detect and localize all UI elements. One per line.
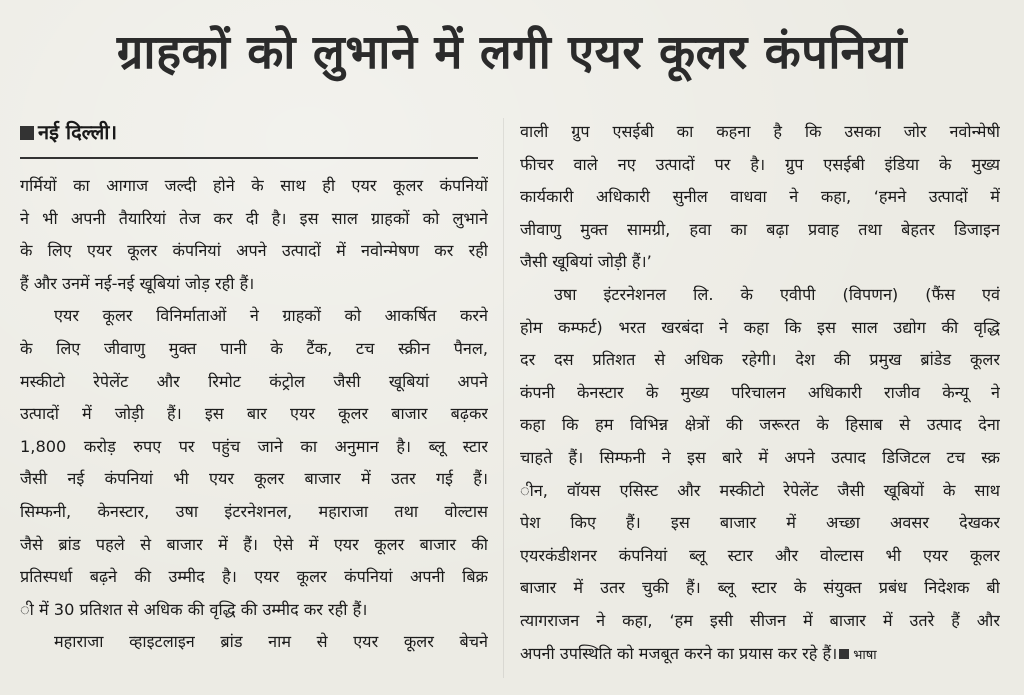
article-line	[520, 540, 1000, 573]
article-line	[520, 377, 1000, 410]
article-line	[20, 594, 488, 627]
article-line-text: हैं और उनमें नई-नई खूबियां जोड़ रही हैं।	[20, 273, 255, 293]
article-line	[20, 366, 488, 399]
article-line	[20, 496, 488, 529]
article-line-text: के लिए एयर कूलर कंपनियां अपने उत्पादों में नवोन्मेषण कर रही	[20, 241, 488, 261]
article-line-text: प्रतिस्पर्धा बढ़ने की उम्मीद है। एयर कूलर कंपनियां अपनी बिक्र	[20, 567, 488, 587]
article-line	[520, 442, 1000, 475]
article-line-text: बाजार में उतर चुकी हैं। ब्लू स्टार के संयुक्त प्रबंध निदेशक बी	[520, 578, 1000, 598]
article-line-text: दर दस प्रतिशत से अधिक रहेगी। देश की प्रमुख ब्रांडेड कूलर	[520, 350, 1000, 370]
article-line-text: उत्पादों में जोड़ी हैं। इस बार एयर कूलर बाजार बढ़कर	[20, 404, 488, 424]
article-line	[520, 572, 1000, 605]
article-line-text: चाहते हैं। सिम्फनी ने इस बारे में अपने उत्पाद डिजिटल टच स्क्र	[520, 447, 1000, 467]
right-column	[520, 116, 1000, 670]
article-line	[520, 181, 1000, 214]
article-line	[520, 214, 1000, 247]
article-line	[20, 170, 488, 203]
article-line-text: एयरकंडीशनर कंपनियां ब्लू स्टार और वोल्टास भी एयर कूलर	[520, 545, 1000, 565]
article-line-text: कहा कि हम विभिन्न क्षेत्रों की जरूरत के हिसाब से उत्पाद देना	[520, 415, 1000, 435]
article-line	[20, 268, 488, 301]
article-line-text: कार्यकारी अधिकारी सुनील वाधवा ने कहा, ‘हमने उत्पादों में	[520, 187, 1000, 207]
article-line-text: एयर कूलर विनिर्माताओं ने ग्राहकों को आकर्षित करने	[54, 306, 488, 326]
dateline-text: नई दिल्ली।	[38, 120, 118, 144]
article-line-text: जीवाणु मुक्त सामग्री, हवा का बढ़ा प्रवाह तथा बेहतर डिजाइन	[520, 219, 1000, 239]
end-mark-icon	[839, 649, 849, 659]
left-column	[20, 170, 488, 659]
article-line-text: गर्मियों का आगाज जल्दी होने के साथ ही एयर कूलर कंपनियों	[20, 176, 488, 195]
article-line	[520, 246, 1000, 279]
article-line-text: महाराजा व्हाइटलाइन ब्रांड नाम से एयर कूलर बेचने	[54, 632, 488, 652]
article-line-text: ने भी अपनी तैयारियां तेज कर दी है। इस साल ग्राहकों को लुभाने	[20, 208, 488, 228]
article-line-text: होम कम्फर्ट) भरत खरबंदा ने कहा कि इस साल उद्योग की वृद्धि	[520, 317, 1000, 337]
article-line-text: ीन, वॉयस एसिस्ट और मस्कीटो रेपेलेंट जैसी खूबियों के साथ	[520, 480, 1000, 500]
article-line-text: जैसी नई कंपनियां भी एयर कूलर बाजार में उतर गई हैं।	[20, 469, 488, 489]
article-line-text: पेश किए हैं। इस बाजार में अच्छा अवसर देखकर	[520, 513, 1000, 533]
article-line-text: वाली ग्रुप एसईबी का कहना है कि उसका जोर नवोन्मेषी	[520, 122, 1000, 141]
article-line	[520, 507, 1000, 540]
article-line	[20, 203, 488, 236]
article-line	[20, 561, 488, 594]
article-line	[20, 529, 488, 562]
article-line-text: जैसी खूबियां जोड़ी हैं।’	[520, 252, 652, 272]
article-line	[520, 409, 1000, 442]
article-line	[520, 279, 1000, 312]
column-gutter	[503, 118, 504, 678]
article-line	[20, 235, 488, 268]
article-line	[520, 605, 1000, 638]
article-line-text: उषा इंटरनेशनल लि. के एवीपी (विपणन) (फैंस एवं	[554, 284, 1000, 304]
article-line-text: अपनी उपस्थिति को मजबूत करने का प्रयास कर रहे हैं।	[520, 643, 838, 663]
article-line	[520, 312, 1000, 345]
article-line-text: कंपनी केनस्टार के मुख्य परिचालन अधिकारी राजीव केन्यू ने	[520, 382, 1000, 402]
dateline-square-icon	[20, 126, 34, 140]
dateline	[20, 118, 117, 145]
article-line-text: के लिए जीवाणु मुक्त पानी के टैंक, टच स्क्रीन पैनल,	[20, 338, 488, 358]
article-line-text: मस्कीटो रेपेलेंट और रिमोट कंट्रोल जैसी खूबियां अपने	[20, 371, 488, 391]
article-line	[520, 475, 1000, 508]
article-line-text: फीचर वाले नए उत्पादों पर है। ग्रुप एसईबी इंडिया के मुख्य	[520, 154, 1000, 174]
article-line-text: जैसे ब्रांड पहले से बाजार में हैं। ऐसे में एयर कूलर बाजार की	[20, 534, 488, 554]
source-credit: भाषा	[853, 647, 877, 663]
headline: ग्राहकों को लुभाने में लगी एयर कूलर कंपनियां	[116, 25, 908, 80]
article-line	[520, 116, 1000, 149]
article-line	[20, 463, 488, 496]
article-line-text: 1,800 करोड़ रुपए पर पहुंच जाने का अनुमान है। ब्लू स्टार	[20, 436, 488, 456]
article-line	[520, 344, 1000, 377]
article-line	[20, 431, 488, 464]
article-line-text: त्यागराजन ने कहा, ‘हम इसी सीजन में बाजार में उतरे हैं और	[520, 610, 1000, 630]
article-line	[20, 300, 488, 333]
article-line	[520, 638, 1000, 671]
article-line	[20, 626, 488, 659]
article-line	[20, 398, 488, 431]
dateline-rule	[20, 157, 478, 159]
article-line	[20, 333, 488, 366]
article-line-text: ी में 30 प्रतिशत से अधिक की वृद्धि की उम्मीद कर रही हैं।	[20, 599, 368, 619]
article-line-text: सिम्फनी, केनस्टार, उषा इंटरनेशनल, महाराजा तथा वोल्टास	[20, 501, 488, 521]
article-line	[520, 149, 1000, 182]
